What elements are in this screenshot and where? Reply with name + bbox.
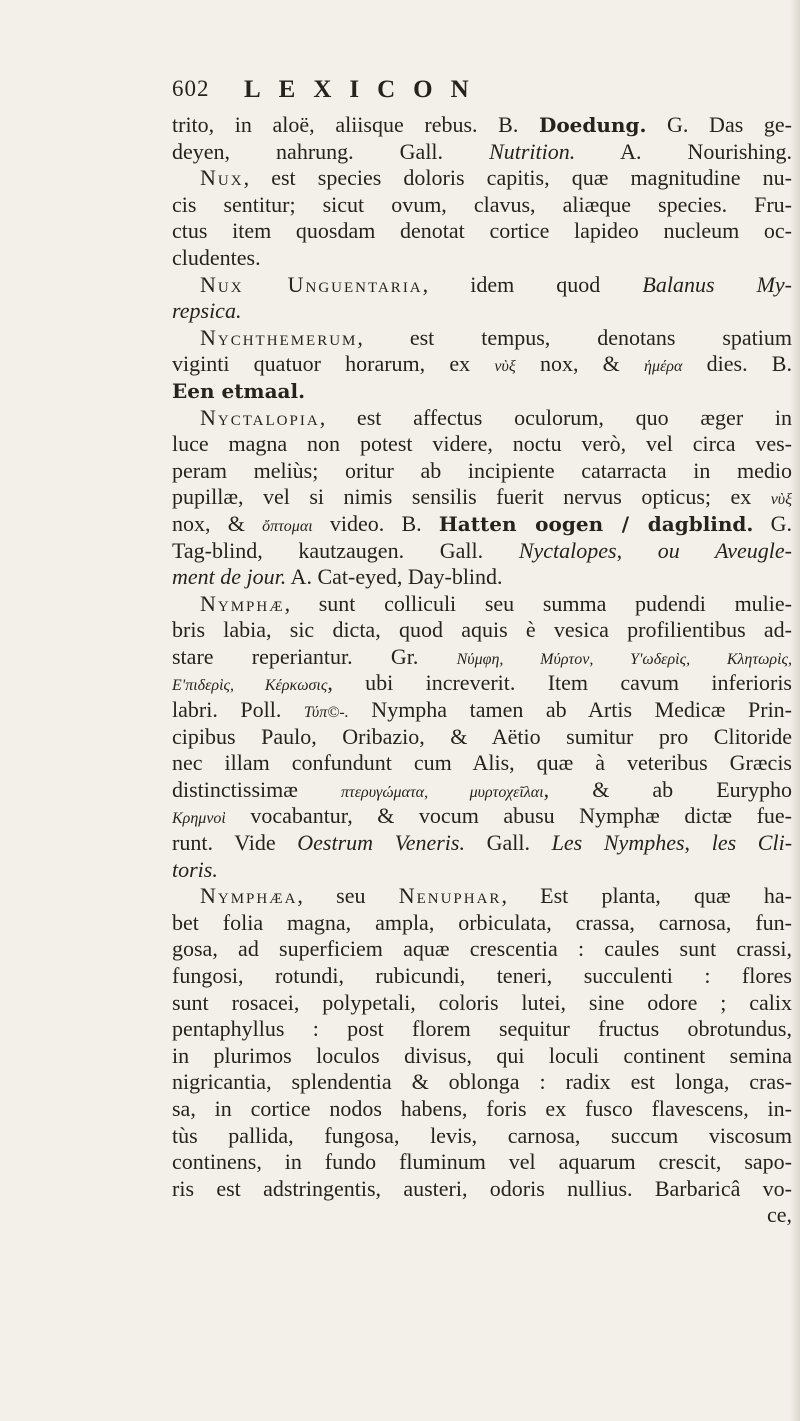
italic-term: Nyctalopes [518,537,617,563]
greek-term: Νύμφη, Μύρτον, Υ'ωδερὶς, Κλητωρὶς, [456,650,793,668]
entry-headword: Nux [200,165,244,191]
text-run: G. [753,510,792,536]
text-run: deyen, nahrung. Gall. [172,138,490,164]
text-run: trito, in aloë, aliisque rebus. B. [172,112,539,137]
text-line [172,697,792,724]
italic-term: ou Aveugle- [657,537,793,563]
text-line [172,298,792,325]
page-number: 602 [172,76,210,101]
italic-term: Oestrum Veneris. [297,830,465,856]
text-line [172,139,792,166]
text-run: tùs pallida, fungosa, levis, carnosa, succum viscosum [172,1122,792,1148]
text-run: G. Das ge- [646,112,792,137]
text-line [172,883,792,910]
text-run: nec illam confundunt cum Alis, quæ à veteribus Græcis [172,750,792,776]
text-line [172,378,792,405]
italic-term: les Cli- [711,830,793,856]
italic-term: Nutrition. [489,138,576,164]
text-line [172,165,792,192]
italic-term: ment de jour. [172,564,287,590]
text-run: bet folia magna, ampla, orbiculata, crassa, carnosa, fun- [172,909,792,935]
text-line [172,112,792,139]
text-line [172,990,792,1017]
text-run: dies. B. [682,351,792,377]
text-line [172,511,792,538]
text-line [172,245,792,272]
text-run: , [684,830,712,856]
text-run: , idem quod [422,271,643,297]
text-line [172,724,792,751]
text-line [172,910,792,937]
text-line [172,1043,792,1070]
greek-term: ἡμέρα [644,358,683,376]
text-run: , est tempus, denotans spatium [357,324,792,350]
text-line [172,936,792,963]
text-run: Gall. [464,830,552,856]
entry-headword: Nychthemerum [200,324,358,350]
entry-headword: Nymphæ [200,590,285,616]
italic-term: toris. [172,856,218,882]
text-run: ce, [766,1202,792,1228]
text-run: labri. Poll. [172,697,304,723]
blackletter-term: Hatten oogen / dagblind. [438,511,754,536]
greek-term: Τύπ©-. [303,704,349,722]
text-run: bris labia, sic dicta, quod aquis è vesica profilientibus ad- [172,617,792,643]
text-run: distinctissimæ [172,776,341,802]
text-line [172,1202,792,1229]
italic-term: repsica. [172,298,242,324]
text-line [172,272,792,299]
text-run: pentaphyllus : post florem sequitur fructus obrotundus, [172,1016,792,1042]
text-line [172,963,792,990]
text-run: fungosi, rotundi, rubicundi, teneri, succulenti : flores [172,963,792,988]
blackletter-term: Een etmaal. [172,378,306,403]
text-run: gosa, ad superficiem aquæ crescentia : caules sunt crassi, [172,936,792,962]
greek-term: νὺξ [494,358,516,376]
text-run: peram meliùs; oritur ab incipiente catarracta in medio [172,457,792,483]
greek-term: πτερυγώματα, μυρτοχεῖλαι [340,783,544,801]
text-line [172,192,792,219]
greek-term: νὺξ [770,491,792,509]
text-run: , seu [297,883,399,909]
text-run: A. Cat-eyed, Day-blind. [286,564,503,590]
text-run: in plurimos loculos divisus, qui loculi continent semina [172,1042,792,1068]
text-line [172,458,792,485]
text-run: nox, & [172,510,263,536]
text-run: continens, in fundo fluminum vel aquarum crescit, sapo- [172,1149,792,1175]
text-run: , [616,537,658,563]
text-line [172,1016,792,1043]
text-run: video. B. [312,510,439,536]
text-run: luce magna non potest videre, noctu verò, vel circa ves- [172,431,792,457]
text-line [172,405,792,432]
text-line [172,564,792,591]
text-line [172,351,792,378]
text-run: sunt rosacei, polypetali, coloris lutei, sine odore ; calix [172,989,792,1015]
text-line [172,777,792,804]
text-line [172,644,792,671]
text-run: nox, & [515,351,645,377]
text-run: viginti quatuor horarum, ex [172,351,495,377]
text-line [172,218,792,245]
text-run: vocabantur, & vocum abusu Nymphæ dictæ fue- [225,803,792,829]
text-line [172,325,792,352]
text-line [172,750,792,777]
greek-term: Ε'πιδερὶς, Κέρκωσις [172,677,328,695]
text-line [172,591,792,618]
text-run: Nympha tamen ab Artis Medicæ Prin- [348,697,793,723]
text-line [172,1123,792,1150]
italic-term: Balanus My- [642,271,793,297]
text-line [172,1096,792,1123]
text-run: nigricantia, splendentia & oblonga : radix est longa, cras- [172,1069,792,1095]
entry-headword: Nyctalopia [200,404,320,430]
entry-headword: Nux Unguentaria [200,271,423,297]
text-line [172,1149,792,1176]
text-run: , est affectus oculorum, quo æger in [319,404,792,430]
italic-term: Les Nymphes [551,830,685,856]
text-run: ris est adstringentis, austeri, odoris nullius. Barbaricâ vo- [172,1175,792,1201]
lexicon-body-text [172,112,792,1229]
text-line [172,857,792,884]
text-run: cipibus Paulo, Oribazio, & Aëtio sumitur pro Clitoride [172,723,792,749]
running-head: LEXICON [244,76,487,103]
text-run: stare reperiantur. Gr. [172,643,457,669]
text-line [172,1069,792,1096]
text-run: cis sentitur; sicut ovum, clavus, aliæque species. Fru- [172,191,792,217]
text-run: cludentes. [172,244,261,270]
greek-term: Κρημνοὶ [172,810,226,828]
text-line [172,803,792,830]
greek-term: ὄπτομαι [262,517,313,535]
text-run: , ubi increverit. Item cavum inferioris [327,670,792,696]
text-line [172,670,792,697]
page-header [172,76,772,108]
text-run: , Est planta, quæ ha- [501,883,792,909]
blackletter-term: Doedung. [538,113,647,137]
text-run: A. Nourishing. [575,138,792,164]
text-run: , sunt colliculi seu summa pudendi mulie- [284,590,792,616]
text-line [172,830,792,857]
text-line [172,1176,792,1203]
text-run: , & ab Eurypho [543,776,792,802]
text-run: ctus item quosdam denotat cortice lapideo nucleum oc- [172,218,792,244]
entry-headword: Nymphæa [200,883,298,909]
text-run: , est species doloris capitis, quæ magnitudine nu- [243,165,792,191]
text-run: runt. Vide [172,830,298,856]
text-line [172,484,792,511]
entry-headword: Nenuphar [398,883,502,909]
text-run: Tag-blind, kautzaugen. Gall. [172,537,519,563]
text-line [172,538,792,565]
text-line [172,431,792,458]
text-line [172,617,792,644]
text-run: pupillæ, vel si nimis sensilis fuerit nervus opticus; ex [172,484,771,510]
text-run: sa, in cortice nodos habens, foris ex fusco flavescens, in- [172,1095,792,1121]
